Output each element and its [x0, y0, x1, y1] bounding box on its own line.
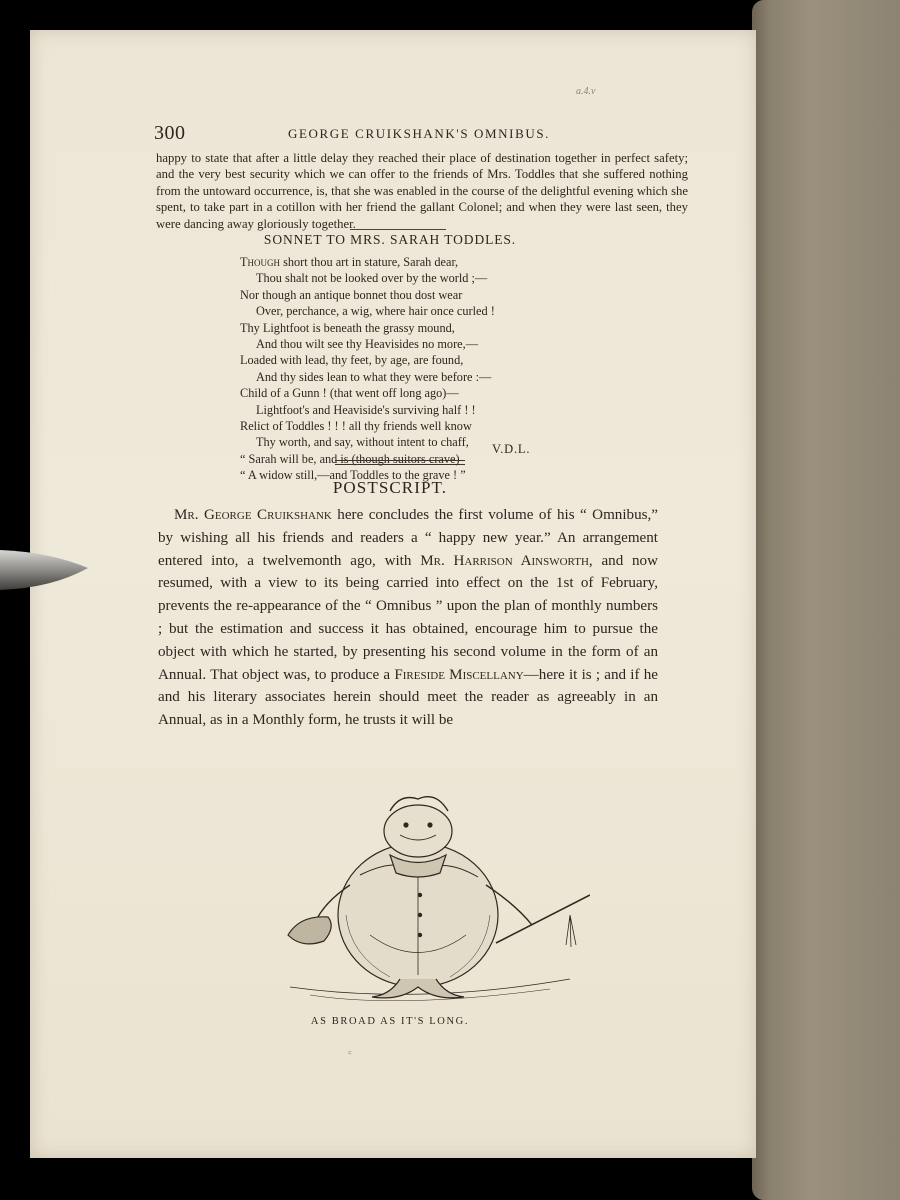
sonnet-line: Thou shalt not be looked over by the world ;— — [256, 271, 488, 286]
running-head: GEORGE CRUIKSHANK'S OMNIBUS. — [288, 126, 551, 141]
sonnet-line: “ A widow still,—and Toddles to the grave ! ” — [240, 468, 466, 483]
annual-title: Fireside Miscellany — [394, 666, 524, 683]
page-header — [154, 122, 584, 146]
figure-head — [384, 805, 452, 857]
sonnet-line: Thy Lightfoot is beneath the grassy mound, — [240, 320, 455, 335]
intro-line: of the delightful evening which she spent, to take part in a cotillon with her friend the gallant — [156, 183, 689, 215]
double-rule — [335, 460, 465, 465]
intro-line: Colonel; and when they were last seen, they were dancing away gloriously together. — [156, 200, 688, 231]
illustration-caption: AS BROAD AS IT'S LONG. — [310, 1016, 470, 1027]
sonnet-title: SONNET TO MRS. SARAH TODDLES. — [263, 232, 517, 247]
sonnet-line: Nor though an antique bonnet thou dost wear — [240, 287, 463, 302]
page-mark: ꜀ — [348, 1044, 352, 1056]
page-number: 300 — [154, 122, 186, 144]
sonnet-line: Lightfoot's and Heaviside's surviving half ! ! — [256, 402, 476, 417]
postscript-paragraph: Mr. George Cruikshank here concludes the first volume of his “ Omnibus,” by wishing all his friends and readers a “ happy new year.” An arrangement entered into, a twelvemonth ago, with Mr. Harrison Ainsworth, and now resumed, with a view to its being carried into effect on the 1st of February, prevents the re-appearance of the “ Omnibus ” upon the plan of monthly numbers ; but the estimation and success it has obtained, encourage him to pursue the object with which he started, by presenting his second volume in the form of an Annual. That object was, to produce a Fireside Miscellany—here it is ; and if he and his literary associates herein should meet the reader as agreeably in an Annual, as in a Monthly form, he trusts it will be — [158, 507, 659, 729]
intro-line: perfect safety; and the very best security which we can offer to the friends of Mrs. Toddles — [156, 151, 689, 182]
book-page — [30, 30, 756, 1158]
intro-paragraph — [156, 150, 688, 232]
metal-bookmark — [0, 540, 92, 600]
sonnet-first-word: Though — [240, 255, 281, 269]
sonnet-line: Over, perchance, a wig, where hair once curled ! — [256, 304, 495, 319]
figure-feet — [372, 979, 464, 998]
sonnet-line: Child of a Gunn ! (that went off long ago)— — [240, 386, 459, 401]
pencil-note: a.4.v — [576, 86, 596, 97]
hat — [288, 917, 331, 944]
divider-rule — [350, 229, 446, 230]
associate-name: Mr. Harrison Ainsworth — [420, 552, 589, 569]
sonnet-line: Loaded with lead, thy feet, by age, are found, — [240, 353, 464, 368]
postscript-title: POSTSCRIPT. — [332, 478, 448, 497]
sonnet-signature: V.D.L. — [492, 442, 531, 456]
sonnet-line: Thy worth, and say, without intent to chaff, — [256, 435, 469, 450]
facing-page — [752, 0, 900, 1200]
engraving-illustration — [250, 765, 590, 1010]
sonnet-line: And thy sides lean to what they were before :— — [256, 369, 492, 384]
intro-line: happy to state that after a little delay they reached their place of destination together in — [156, 151, 611, 165]
intro-line: that she suffered nothing from the untoward occurrence, is, that she was enabled in the course — [156, 167, 688, 198]
sonnet-line: Relict of Toddles ! ! ! all thy friends well know — [240, 419, 472, 434]
sonnet-line: Though short thou art in stature, Sarah dear, — [240, 255, 459, 269]
author-name: Mr. George Cruikshank — [174, 507, 332, 523]
sonnet-line: And thou wilt see thy Heavisides no more,— — [256, 337, 478, 352]
sonnet-line: “ Sarah will be, and is (though suitors crave) — [240, 451, 460, 466]
